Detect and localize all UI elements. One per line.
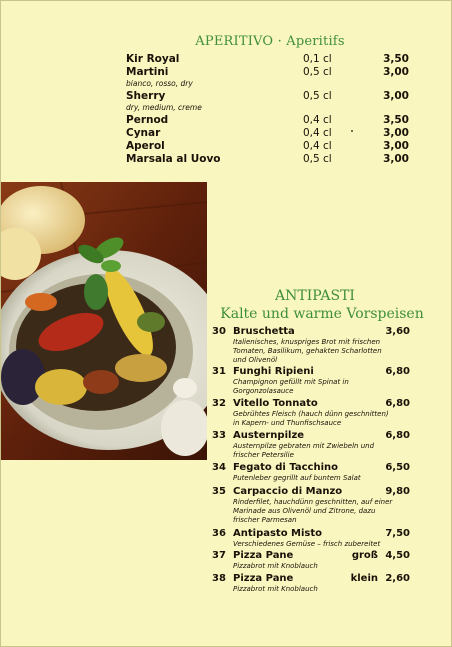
antipasti-photo bbox=[1, 182, 207, 460]
item-number: 35 bbox=[212, 486, 226, 497]
item-price: 9,80 bbox=[385, 486, 410, 497]
item-name: Funghi Ripieni bbox=[233, 366, 314, 377]
item-number: 37 bbox=[212, 550, 226, 561]
item-name: Antipasto Misto bbox=[233, 528, 323, 539]
item-size: groß bbox=[351, 550, 378, 561]
item-volume: 0,5 cl bbox=[303, 66, 332, 78]
item-price: 3,00 bbox=[383, 127, 409, 139]
antipasti-subtitle: Kalte und warme Vorspeisen bbox=[220, 306, 424, 322]
item-volume: 0,4 cl bbox=[303, 127, 332, 139]
item-price: 3,60 bbox=[385, 326, 410, 337]
item-description: Putenleber gegrillt auf buntem Salat bbox=[233, 474, 361, 482]
item-price: 3,00 bbox=[383, 140, 409, 152]
item-volume: 0,1 cl bbox=[303, 53, 332, 65]
item-description: Pizzabrot mit Knoblauch bbox=[233, 585, 318, 593]
item-volume: 0,4 cl bbox=[303, 114, 332, 126]
item-price: 6,80 bbox=[385, 430, 410, 441]
item-price: 3,50 bbox=[383, 114, 409, 126]
antipasti-title: ANTIPASTI bbox=[275, 288, 355, 304]
item-name: Bruschetta bbox=[233, 326, 295, 337]
item-name: Kir Royal bbox=[126, 53, 180, 65]
antipasti-photo-illustration bbox=[1, 182, 207, 460]
item-description: Austernpilze gebraten mit Zwiebeln und frischer Petersilie bbox=[233, 442, 375, 459]
item-number: 36 bbox=[212, 528, 226, 539]
item-price: 4,50 bbox=[385, 550, 410, 561]
item-description: Pizzabrot mit Knoblauch bbox=[233, 562, 318, 570]
item-name: Aperol bbox=[126, 140, 165, 152]
item-name: Pizza Pane bbox=[233, 573, 294, 584]
item-name: Marsala al Uovo bbox=[126, 153, 221, 165]
item-name: Pernod bbox=[126, 114, 169, 126]
item-note: dry, medium, creme bbox=[126, 103, 202, 112]
item-name: Cynar bbox=[126, 127, 161, 139]
item-price: 7,50 bbox=[385, 528, 410, 539]
item-price: 6,80 bbox=[385, 366, 410, 377]
item-description: Champignon gefüllt mit Spinat in Gorgonzolasauce bbox=[233, 378, 349, 395]
item-price: 3,50 bbox=[383, 53, 409, 65]
item-note: bianco, rosso, dry bbox=[126, 79, 193, 88]
item-number: 33 bbox=[212, 430, 226, 441]
item-number: 30 bbox=[212, 326, 226, 337]
item-volume: 0,5 cl bbox=[303, 90, 332, 102]
item-price: 3,00 bbox=[383, 66, 409, 78]
item-name: Martini bbox=[126, 66, 169, 78]
item-number: 38 bbox=[212, 573, 226, 584]
item-name: Pizza Pane bbox=[233, 550, 294, 561]
item-description: Rinderfilet, hauchdünn geschnitten, auf einer Marinade aus Olivenöl und Zitrone, dazu frischer Parmesan bbox=[233, 498, 393, 524]
item-volume: 0,5 cl bbox=[303, 153, 332, 165]
item-number: 32 bbox=[212, 398, 226, 409]
item-name: Austernpilze bbox=[233, 430, 305, 441]
item-number: 34 bbox=[212, 462, 226, 473]
item-volume: 0,4 cl bbox=[303, 140, 332, 152]
item-price: 3,00 bbox=[383, 153, 409, 165]
item-description: Verschiedenes Gemüse – frisch zubereitet bbox=[233, 540, 381, 548]
speck-dot bbox=[351, 130, 353, 132]
item-name: Carpaccio di Manzo bbox=[233, 486, 343, 497]
item-name: Sherry bbox=[126, 90, 166, 102]
item-price: 3,00 bbox=[383, 90, 409, 102]
item-size: klein bbox=[350, 573, 378, 584]
item-price: 6,80 bbox=[385, 398, 410, 409]
item-description: Gebrühtes Fleisch (hauch dünn geschnitten) in Kapern- und Thunfischsauce bbox=[233, 410, 389, 427]
item-name: Vitello Tonnato bbox=[233, 398, 318, 409]
item-price: 6,50 bbox=[385, 462, 410, 473]
item-description: Italienisches, knuspriges Brot mit frischen Tomaten, Basilikum, gehakten Scharlotten und Olivenöl bbox=[233, 338, 382, 364]
aperitivo-title: APERITIVO · Aperitifs bbox=[195, 34, 345, 49]
item-name: Fegato di Tacchino bbox=[233, 462, 338, 473]
item-price: 2,60 bbox=[385, 573, 410, 584]
item-number: 31 bbox=[212, 366, 226, 377]
